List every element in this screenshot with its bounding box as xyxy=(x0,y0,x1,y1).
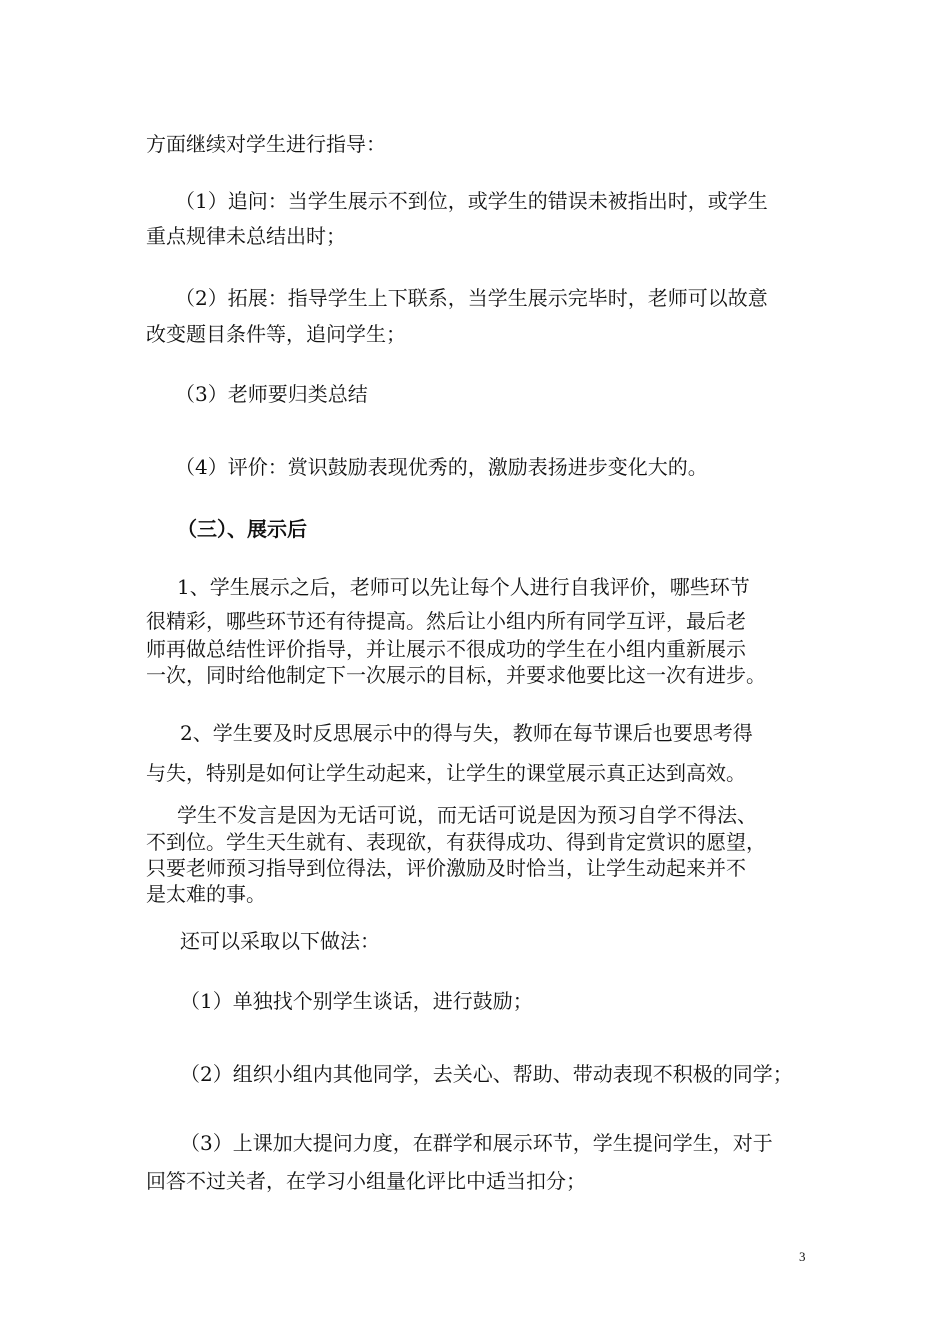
paragraph-line: 学生不发言是因为无话可说，而无话可说是因为预习自学不得法、 xyxy=(177,803,757,827)
paragraph-line: 方面继续对学生进行指导： xyxy=(146,132,386,156)
paragraph-line: （2）组织小组内其他同学，去关心、帮助、带动表现不积极的同学； xyxy=(180,1062,793,1086)
paragraph-line: 只要老师预习指导到位得法，评价激励及时恰当，让学生动起来并不 xyxy=(146,856,746,880)
paragraph-line: （3）上课加大提问力度，在群学和展示环节，学生提问学生，对于 xyxy=(180,1131,773,1155)
paragraph-line: 1、学生展示之后，老师可以先让每个人进行自我评价，哪些环节 xyxy=(177,575,750,599)
paragraph-line: （1）追问：当学生展示不到位，或学生的错误未被指出时，或学生 xyxy=(175,189,768,213)
paragraph-line: 2、学生要及时反思展示中的得与失，教师在每节课后也要思考得 xyxy=(180,721,753,745)
paragraph-line: 回答不过关者，在学习小组量化评比中适当扣分； xyxy=(146,1169,586,1193)
paragraph-line: 与失，特别是如何让学生动起来，让学生的课堂展示真正达到高效。 xyxy=(146,761,746,785)
paragraph-line: （4）评价：赏识鼓励表现优秀的，激励表扬进步变化大的。 xyxy=(175,455,708,479)
page-number: 3 xyxy=(799,1249,806,1264)
paragraph-line: 一次，同时给他制定下一次展示的目标，并要求他要比这一次有进步。 xyxy=(146,663,766,687)
section-heading: （三）、展示后 xyxy=(177,517,307,541)
paragraph-line: 重点规律未总结出时； xyxy=(146,224,346,248)
paragraph-line: 不到位。学生天生就有、表现欲，有获得成功、得到肯定赏识的愿望， xyxy=(146,830,766,854)
paragraph-line: 很精彩，哪些环节还有待提高。然后让小组内所有同学互评，最后老 xyxy=(146,609,746,633)
paragraph-line: 师再做总结性评价指导，并让展示不很成功的学生在小组内重新展示 xyxy=(146,637,746,661)
paragraph-line: （1）单独找个别学生谈话，进行鼓励； xyxy=(180,989,533,1013)
paragraph-line: 是太难的事。 xyxy=(146,882,266,906)
paragraph-line: 改变题目条件等，追问学生； xyxy=(146,322,406,346)
paragraph-line: （2）拓展：指导学生上下联系，当学生展示完毕时，老师可以故意 xyxy=(175,286,768,310)
paragraph-line: （3）老师要归类总结 xyxy=(175,382,368,406)
paragraph-line: 还可以采取以下做法： xyxy=(180,929,380,953)
